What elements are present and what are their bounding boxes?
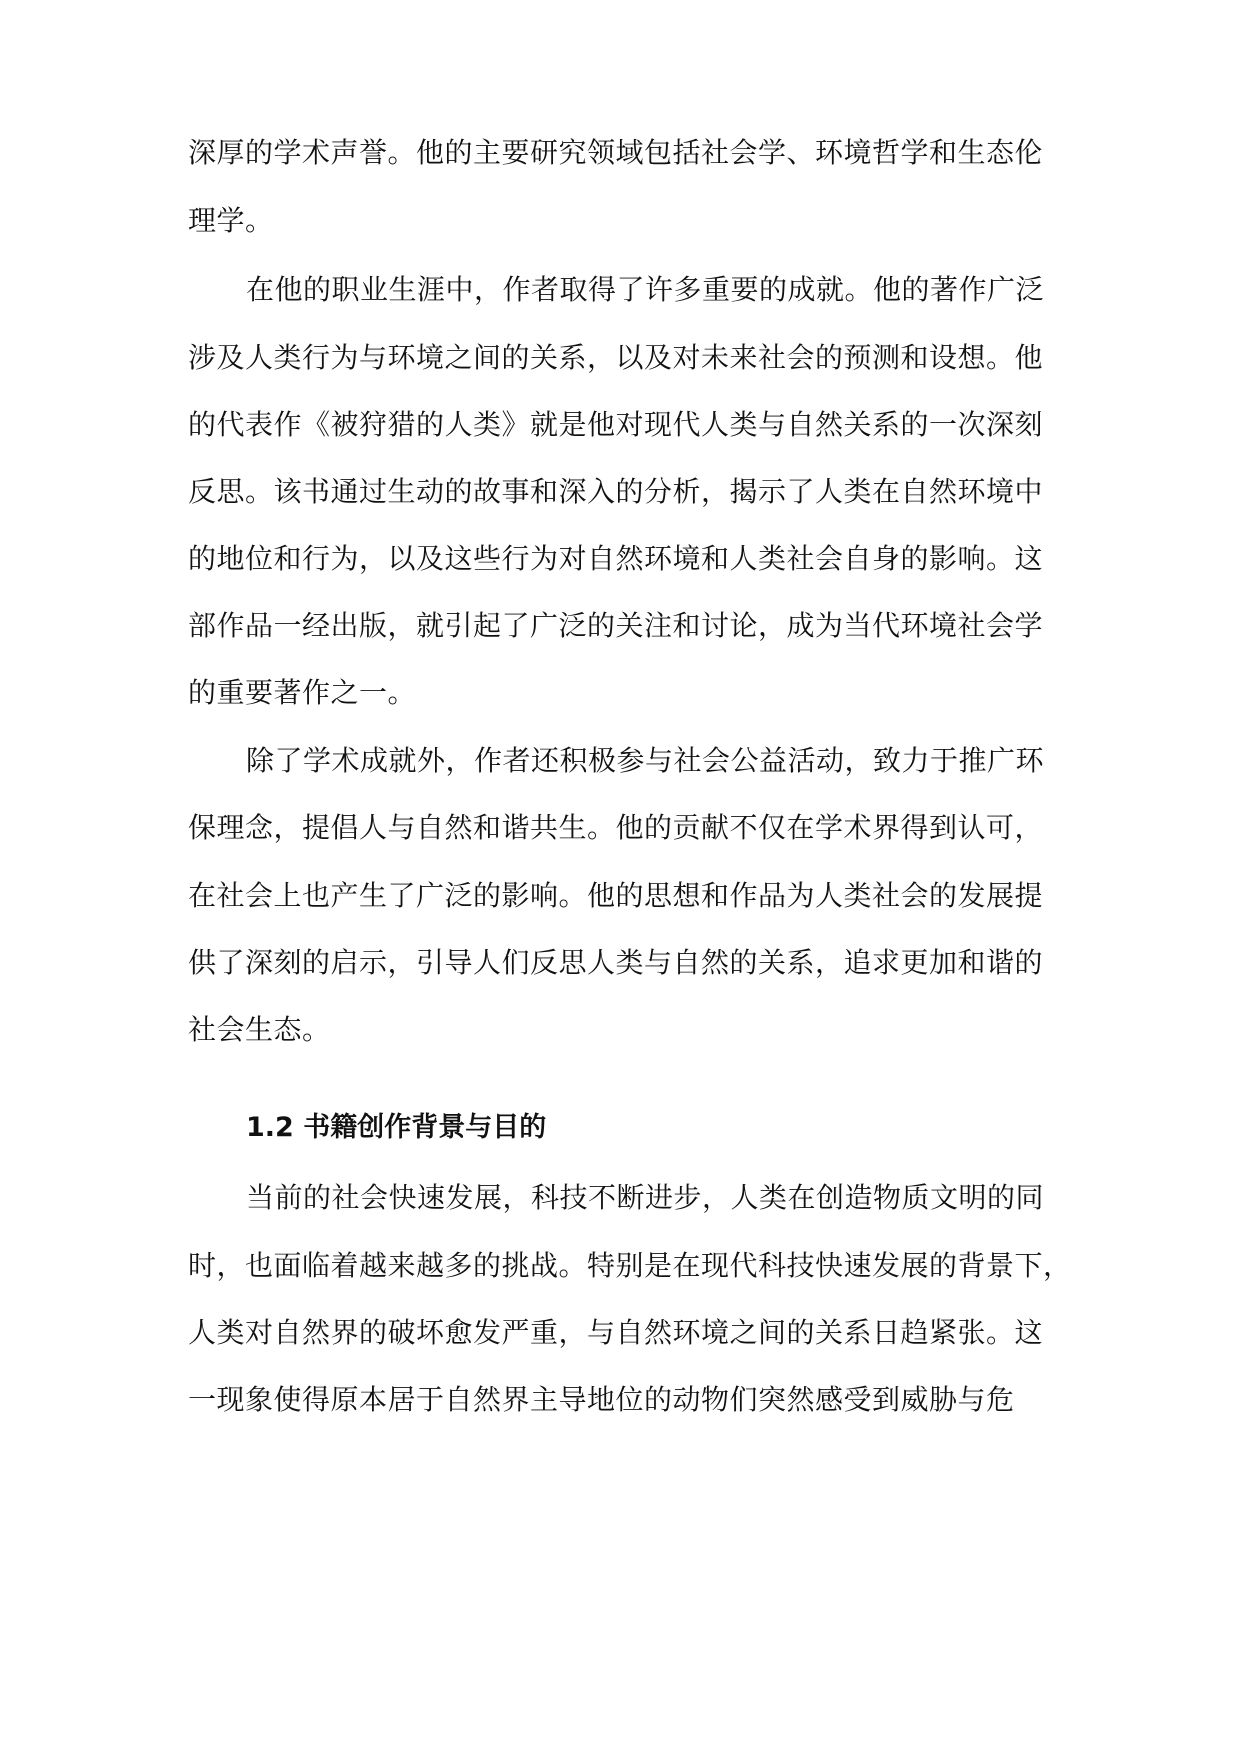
section-heading: 1.2 书籍创作背景与目的 — [246, 1112, 547, 1143]
paragraph-2-line-1: 在他的职业生涯中，作者取得了许多重要的成就。他的著作广泛 — [246, 273, 1045, 306]
paragraph-2-line-2: 涉及人类行为与环境之间的关系，以及对未来社会的预测和设想。他 — [188, 341, 1044, 374]
section-paragraph-line-4: 一现象使得原本居于自然界主导地位的动物们突然感受到威胁与危 — [188, 1383, 1015, 1416]
section-paragraph-line-3: 人类对自然界的破坏愈发严重，与自然环境之间的关系日趋紧张。这 — [188, 1316, 1044, 1349]
paragraph-1-line-1: 深厚的学术声誉。他的主要研究领域包括社会学、环境哲学和生态伦 — [188, 136, 1044, 169]
paragraph-3-line-1: 除了学术成就外，作者还积极参与社会公益活动，致力于推广环 — [246, 744, 1045, 777]
paragraph-2-line-7: 的重要著作之一。 — [188, 676, 417, 709]
paragraph-2-line-3: 的代表作《被狩猎的人类》就是他对现代人类与自然关系的一次深刻 — [188, 408, 1044, 441]
paragraph-2-line-5: 的地位和行为，以及这些行为对自然环境和人类社会自身的影响。这 — [188, 542, 1044, 575]
paragraph-3-line-4: 供了深刻的启示，引导人们反思人类与自然的关系，追求更加和谐的 — [188, 946, 1044, 979]
paragraph-3-line-5: 社会生态。 — [188, 1013, 331, 1046]
section-paragraph-line-1: 当前的社会快速发展，科技不断进步，人类在创造物质文明的同 — [246, 1181, 1045, 1214]
paragraph-2-line-4: 反思。该书通过生动的故事和深入的分析，揭示了人类在自然环境中 — [188, 475, 1044, 508]
paragraph-1-line-2: 理学。 — [188, 204, 274, 237]
paragraph-3-line-2: 保理念，提倡人与自然和谐共生。他的贡献不仅在学术界得到认可， — [188, 811, 1044, 844]
paragraph-3-line-3: 在社会上也产生了广泛的影响。他的思想和作品为人类社会的发展提 — [188, 879, 1044, 912]
paragraph-2-line-6: 部作品一经出版，就引起了广泛的关注和讨论，成为当代环境社会学 — [188, 609, 1044, 642]
section-paragraph-line-2: 时，也面临着越来越多的挑战。特别是在现代科技快速发展的背景下， — [188, 1249, 1072, 1282]
